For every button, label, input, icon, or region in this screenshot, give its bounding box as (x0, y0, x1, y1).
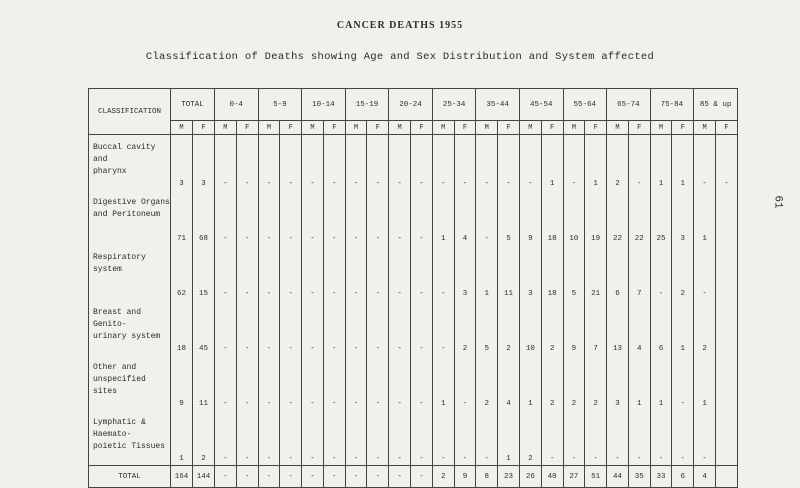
table-cell: - (215, 135, 237, 191)
age-group-header: 5-9 (258, 89, 302, 121)
table-cell: - (432, 135, 454, 191)
sex-header: M (476, 121, 498, 135)
table-cell: 3 (519, 245, 541, 300)
table-row (89, 410, 738, 466)
table-cell: - (519, 135, 541, 191)
table-cell: - (367, 135, 389, 191)
table-cell: 15 (193, 245, 215, 300)
table-cell: - (215, 410, 237, 466)
table-cell: 4 (454, 190, 476, 245)
sex-header: M (389, 121, 411, 135)
table-cell: - (650, 410, 672, 466)
table-cell: - (215, 190, 237, 245)
sex-header: M (694, 121, 716, 135)
table-row (89, 135, 738, 191)
table-cell (715, 190, 737, 245)
table-cell: 22 (607, 190, 629, 245)
table-cell: 4 (694, 466, 716, 488)
table-cell: - (628, 410, 650, 466)
table-cell: 27 (563, 466, 585, 488)
table-cell: - (541, 410, 563, 466)
sex-header: F (193, 121, 215, 135)
table-cell: 2 (563, 355, 585, 410)
sex-header: F (672, 121, 694, 135)
table-cell: 23 (498, 466, 520, 488)
table-cell: 13 (607, 300, 629, 355)
table-cell: 4 (628, 300, 650, 355)
table-cell: - (389, 466, 411, 488)
table-cell: 1 (694, 355, 716, 410)
age-group-header: 85 & up (694, 89, 738, 121)
table-cell: 3 (607, 355, 629, 410)
sex-header: M (215, 121, 237, 135)
age-group-header: 75-84 (650, 89, 694, 121)
table-cell: - (280, 135, 302, 191)
table-cell: - (258, 466, 280, 488)
sex-header: F (628, 121, 650, 135)
page-title: CANCER DEATHS 1955 (336, 20, 464, 31)
table-cell: 2 (541, 300, 563, 355)
table-cell: 9 (171, 355, 193, 410)
table-cell: - (345, 466, 367, 488)
sex-header: M (432, 121, 454, 135)
table-cell: - (694, 135, 716, 191)
table-cell: 11 (498, 245, 520, 300)
table-cell: - (323, 300, 345, 355)
table-cell: 1 (585, 135, 607, 191)
table-cell: 2 (672, 245, 694, 300)
row-label: TOTAL (89, 466, 171, 488)
table-cell: 1 (432, 355, 454, 410)
table-cell: - (367, 300, 389, 355)
age-group-header: 35-44 (476, 89, 520, 121)
table-cell: 1 (498, 410, 520, 466)
table-cell: - (236, 410, 258, 466)
table-cell: 6 (650, 300, 672, 355)
table-cell: - (607, 410, 629, 466)
table-cell: - (411, 466, 433, 488)
table-cell: - (280, 245, 302, 300)
sex-header: F (585, 121, 607, 135)
table-cell: 3 (454, 245, 476, 300)
table-cell: - (411, 300, 433, 355)
table-cell: - (432, 300, 454, 355)
table-cell: - (345, 355, 367, 410)
table-cell: 51 (585, 466, 607, 488)
table-cell: 2 (476, 355, 498, 410)
sex-header: F (454, 121, 476, 135)
table-cell: - (389, 245, 411, 300)
table-cell: - (302, 466, 324, 488)
table-cell: 2 (432, 466, 454, 488)
table-cell: 9 (454, 466, 476, 488)
table-cell: 62 (171, 245, 193, 300)
table-cell: 9 (563, 300, 585, 355)
table-cell: 1 (476, 245, 498, 300)
table-cell: 164 (171, 466, 193, 488)
sex-header: M (607, 121, 629, 135)
table-cell: - (302, 410, 324, 466)
table-cell: - (563, 135, 585, 191)
total-row (89, 466, 738, 488)
sex-header: F (280, 121, 302, 135)
table-cell: 3 (672, 190, 694, 245)
table-cell: - (345, 190, 367, 245)
classification-header: CLASSIFICATION (89, 89, 171, 135)
table-cell: 18 (171, 300, 193, 355)
table-cell: 1 (672, 300, 694, 355)
table-cell: - (411, 410, 433, 466)
table-cell: - (367, 410, 389, 466)
table-cell: - (389, 410, 411, 466)
table-cell: 35 (628, 466, 650, 488)
table-cell: - (323, 410, 345, 466)
sex-header: M (171, 121, 193, 135)
table-cell: 2 (498, 300, 520, 355)
table-cell: - (258, 355, 280, 410)
table-cell: - (694, 410, 716, 466)
table-cell: - (302, 135, 324, 191)
table-cell: - (258, 190, 280, 245)
table-cell: - (236, 300, 258, 355)
table-cell: 40 (541, 466, 563, 488)
table-cell: - (389, 300, 411, 355)
table-cell: - (302, 300, 324, 355)
sex-header: M (345, 121, 367, 135)
table-cell (715, 410, 737, 466)
table-cell: - (280, 190, 302, 245)
table-cell: - (476, 410, 498, 466)
table-cell: - (258, 135, 280, 191)
table-cell: 26 (519, 466, 541, 488)
table-cell: - (236, 190, 258, 245)
table-cell: - (258, 300, 280, 355)
table-cell: 1 (650, 355, 672, 410)
table-cell: - (389, 355, 411, 410)
age-group-header: 25-34 (432, 89, 476, 121)
table-cell: - (236, 245, 258, 300)
table-cell: 2 (585, 355, 607, 410)
table-cell: 19 (585, 190, 607, 245)
sex-header: F (411, 121, 433, 135)
table-cell: 1 (519, 355, 541, 410)
table-cell: - (454, 135, 476, 191)
table-cell: 2 (519, 410, 541, 466)
table-cell: - (476, 135, 498, 191)
cancer-deaths-table (88, 88, 738, 488)
table-cell: - (323, 190, 345, 245)
table-cell: 1 (650, 135, 672, 191)
table-cell: - (411, 355, 433, 410)
row-label: Breast and Genito- urinary system (89, 300, 171, 355)
table-cell: - (236, 355, 258, 410)
table-row (89, 245, 738, 300)
age-group-header: TOTAL (171, 89, 215, 121)
table-cell: - (367, 466, 389, 488)
table-cell: 11 (193, 355, 215, 410)
table-cell: - (236, 135, 258, 191)
table-cell: - (411, 245, 433, 300)
table-cell: - (345, 300, 367, 355)
table-cell: 18 (541, 245, 563, 300)
table-cell: 10 (519, 300, 541, 355)
table-cell: 1 (171, 410, 193, 466)
table-cell: 1 (541, 135, 563, 191)
table-cell: - (585, 410, 607, 466)
table-cell: 3 (193, 135, 215, 191)
table-cell: 21 (585, 245, 607, 300)
table-row (89, 300, 738, 355)
table-cell: 2 (694, 300, 716, 355)
table-cell: 1 (672, 135, 694, 191)
table-cell: 22 (628, 190, 650, 245)
table-cell: 5 (563, 245, 585, 300)
table-cell: - (367, 190, 389, 245)
table-cell: - (236, 466, 258, 488)
table-cell: - (280, 466, 302, 488)
table-row (89, 190, 738, 245)
sex-header: M (519, 121, 541, 135)
sex-header: M (258, 121, 280, 135)
table-cell: 68 (193, 190, 215, 245)
table-row (89, 355, 738, 410)
table-cell: - (215, 466, 237, 488)
age-group-header: 55-64 (563, 89, 607, 121)
table-cell: - (302, 245, 324, 300)
sex-header: F (323, 121, 345, 135)
table-cell (715, 300, 737, 355)
table-cell (715, 245, 737, 300)
age-group-header: 0-4 (215, 89, 259, 121)
table-cell: - (302, 355, 324, 410)
table-cell: 1 (628, 355, 650, 410)
table-cell: - (476, 190, 498, 245)
table-cell: 6 (607, 245, 629, 300)
table-cell: - (280, 410, 302, 466)
table-cell: - (628, 135, 650, 191)
row-label: Lymphatic & Haemato- poietic Tissues (89, 410, 171, 466)
table-cell: 25 (650, 190, 672, 245)
table-cell: - (432, 245, 454, 300)
sex-header: F (541, 121, 563, 135)
table-cell: 71 (171, 190, 193, 245)
sex-header: F (715, 121, 737, 135)
row-label: Buccal cavity and pharynx (89, 135, 171, 191)
table-cell: - (345, 245, 367, 300)
row-label: Respiratory system (89, 245, 171, 300)
table-cell: 33 (650, 466, 672, 488)
table-cell: - (323, 245, 345, 300)
table-cell: 3 (171, 135, 193, 191)
table-cell: - (715, 135, 737, 191)
table-cell: - (411, 190, 433, 245)
table-cell: - (650, 245, 672, 300)
table-cell: 5 (476, 300, 498, 355)
table-cell: 7 (585, 300, 607, 355)
table-cell: - (323, 135, 345, 191)
age-group-header: 10-14 (302, 89, 346, 121)
table-cell: 44 (607, 466, 629, 488)
sex-header: F (236, 121, 258, 135)
table-caption: Classification of Deaths showing Age and Sex Distribution and System affected (145, 51, 655, 63)
table-cell: - (563, 410, 585, 466)
table-cell: 18 (541, 190, 563, 245)
table-cell: - (258, 410, 280, 466)
table-cell: - (498, 135, 520, 191)
table-cell: 45 (193, 300, 215, 355)
table-cell: - (672, 355, 694, 410)
table-cell: 2 (541, 355, 563, 410)
table-cell: - (302, 190, 324, 245)
table-cell: - (389, 190, 411, 245)
row-label: Digestive Organs and Peritoneum (89, 190, 171, 245)
table-cell: - (694, 245, 716, 300)
table-cell: - (345, 410, 367, 466)
table-cell: - (432, 410, 454, 466)
age-group-header: 15-19 (345, 89, 389, 121)
table-cell: - (323, 466, 345, 488)
table-cell: - (280, 355, 302, 410)
table-cell: 144 (193, 466, 215, 488)
sex-header: M (563, 121, 585, 135)
table-cell: 2 (607, 135, 629, 191)
table-cell: 2 (193, 410, 215, 466)
page-number: 61 (771, 195, 784, 209)
sex-header: M (302, 121, 324, 135)
row-label: Other and unspecified sites (89, 355, 171, 410)
table-cell: - (367, 245, 389, 300)
table-cell: 9 (519, 190, 541, 245)
table-cell: 5 (498, 190, 520, 245)
table-cell: 1 (694, 190, 716, 245)
table-cell: 1 (432, 190, 454, 245)
table-cell: - (345, 135, 367, 191)
table-cell: - (215, 245, 237, 300)
table-cell: - (454, 410, 476, 466)
sex-header: F (367, 121, 389, 135)
table-cell: 10 (563, 190, 585, 245)
table-cell: 8 (476, 466, 498, 488)
sex-header: F (498, 121, 520, 135)
table-cell: 2 (454, 300, 476, 355)
table-cell (715, 466, 737, 488)
table-cell: - (367, 355, 389, 410)
age-group-header: 20-24 (389, 89, 433, 121)
table-cell: 6 (672, 466, 694, 488)
table-cell: - (323, 355, 345, 410)
table-cell: 7 (628, 245, 650, 300)
sex-header: M (650, 121, 672, 135)
table-cell: - (672, 410, 694, 466)
table-cell: - (389, 135, 411, 191)
table-cell (715, 355, 737, 410)
table-cell: - (215, 355, 237, 410)
age-group-header: 65-74 (607, 89, 651, 121)
age-group-header: 45-54 (519, 89, 563, 121)
table-cell: - (280, 300, 302, 355)
table-cell: - (411, 135, 433, 191)
table-cell: - (454, 355, 476, 410)
table-cell: 4 (498, 355, 520, 410)
table-cell: - (215, 300, 237, 355)
table-cell: - (258, 245, 280, 300)
